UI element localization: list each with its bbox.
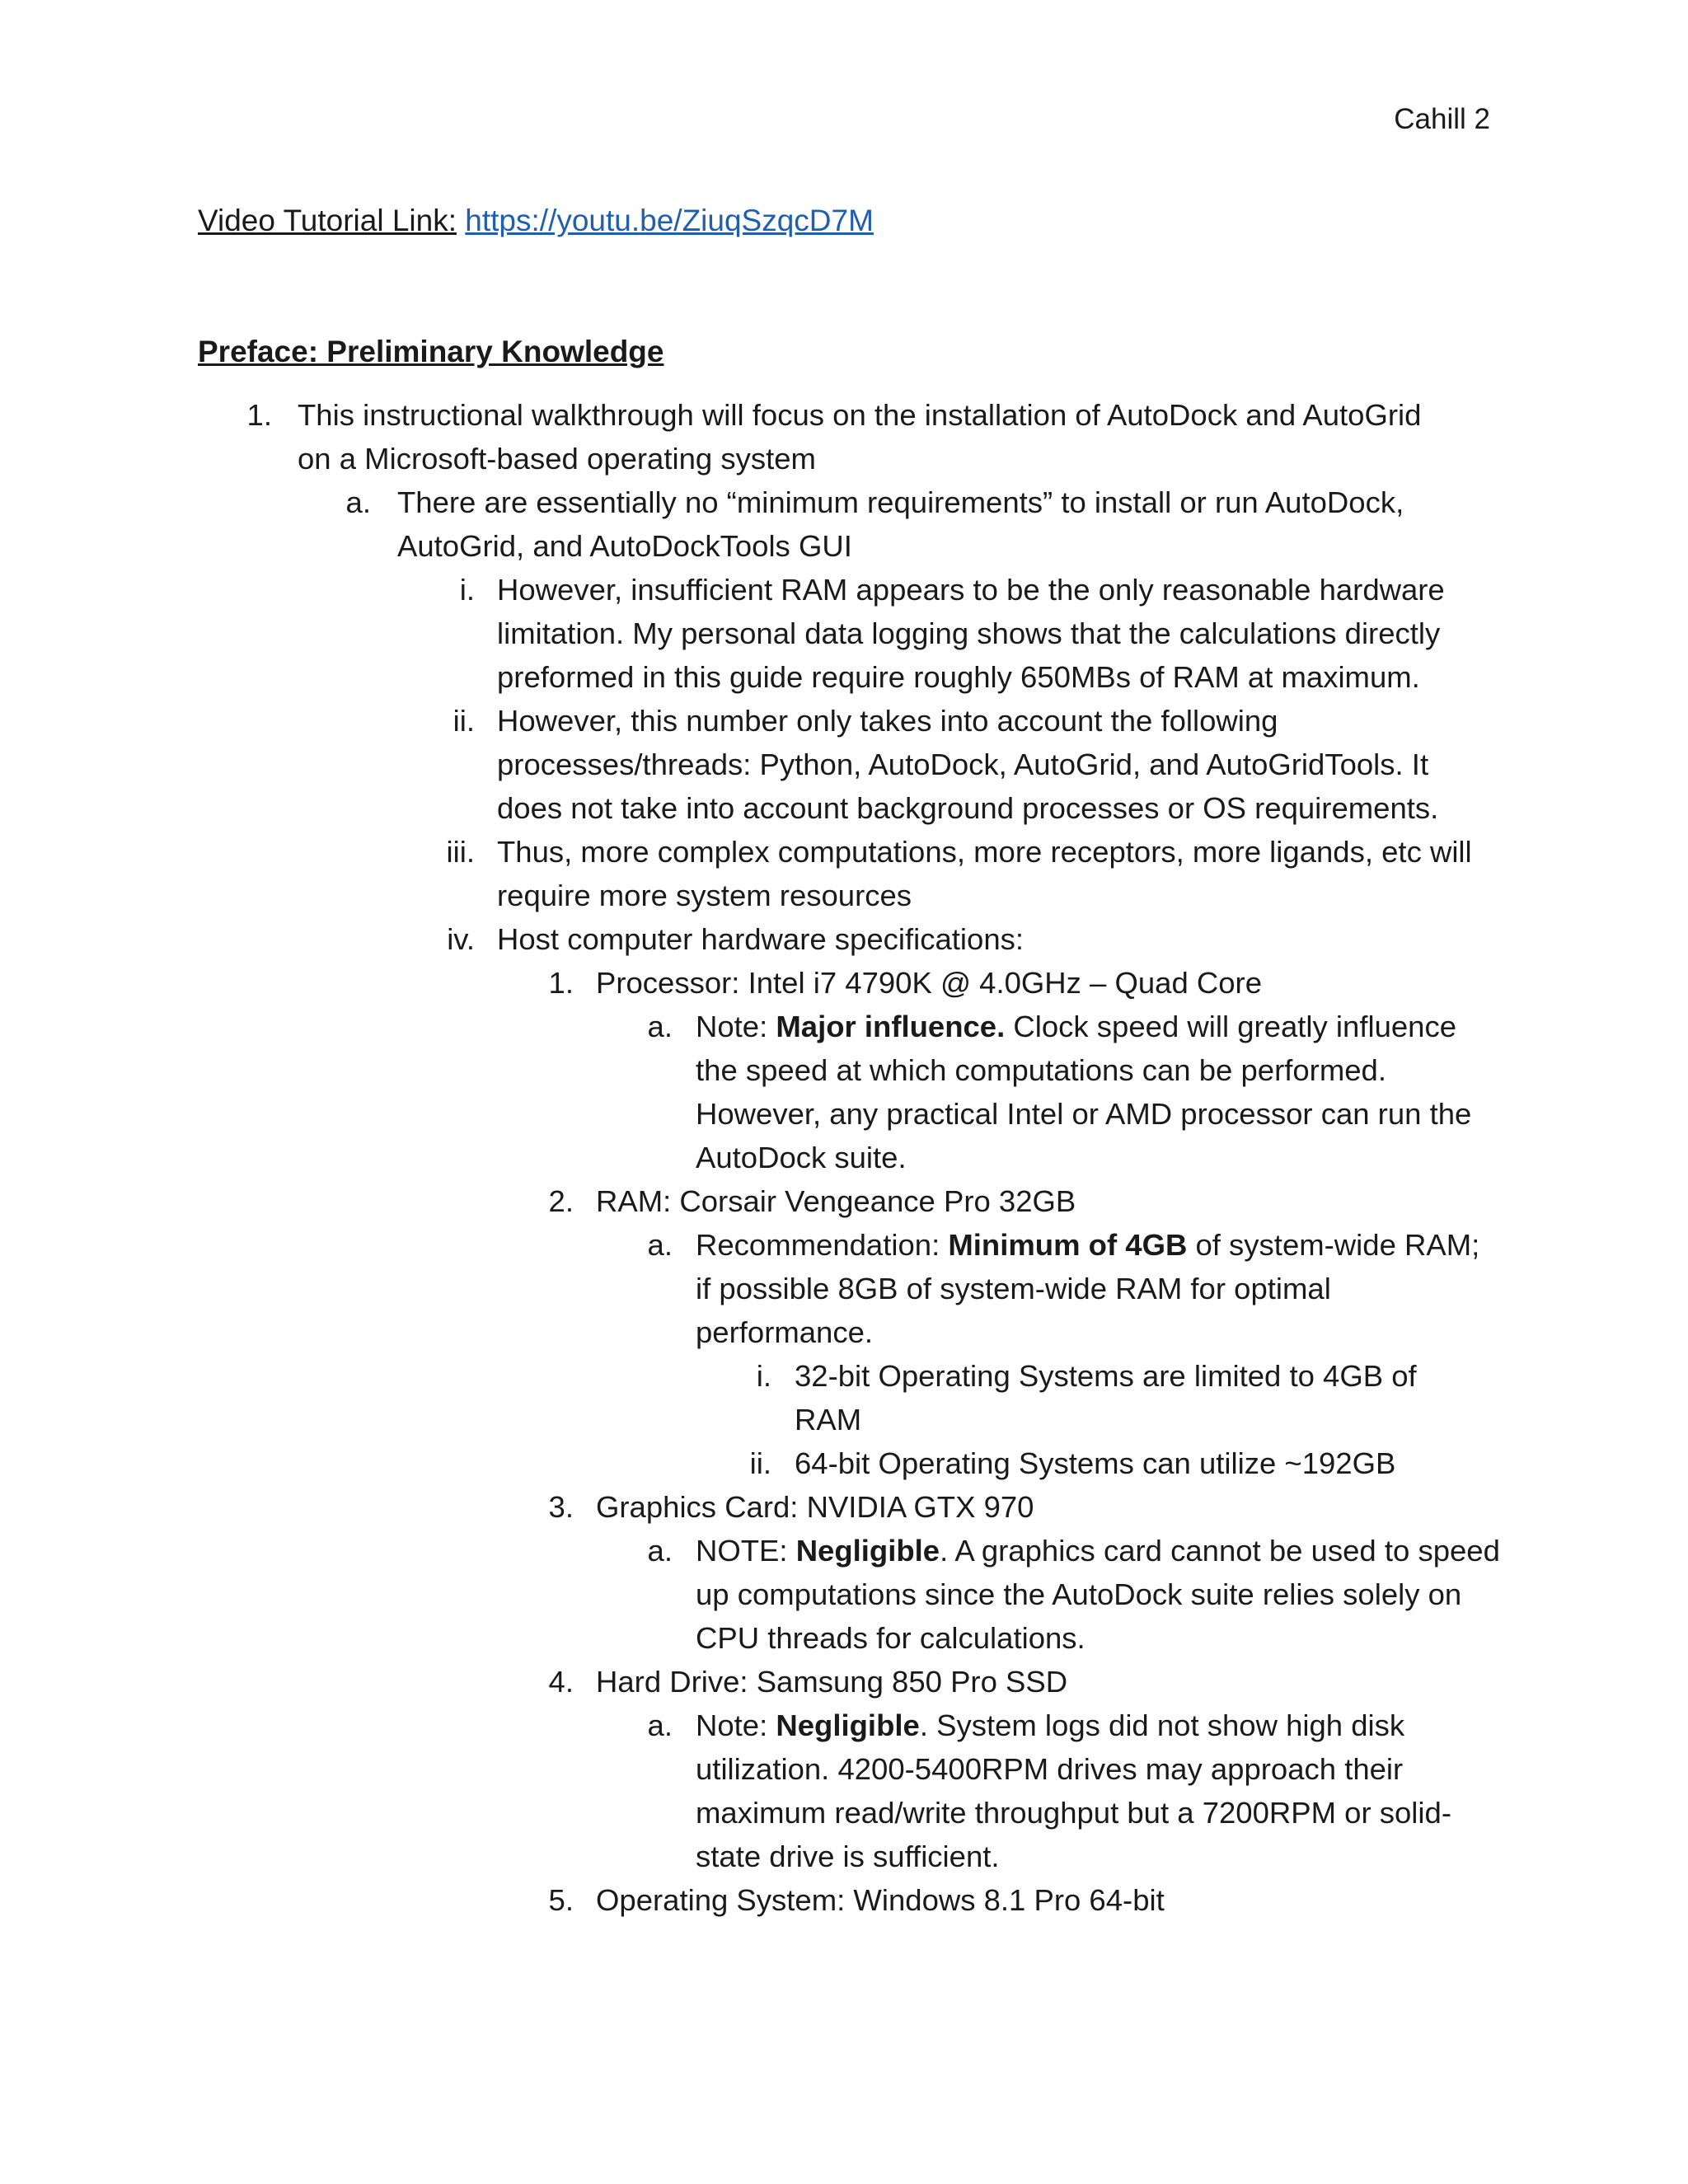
note-emphasis: Major influence. [776,1010,1006,1043]
list-item-text: on a Microsoft-based operating system [298,442,816,476]
graphics-note-line: CPU threads for calculations. [696,1621,1085,1655]
harddrive-note [696,1705,1404,1746]
graphics-note-line: up computations since the AutoDock suite relies solely on [696,1577,1462,1611]
list-marker: 5. [548,1883,574,1917]
list-marker: 1. [548,966,574,1000]
recommendation-emphasis: Minimum of 4GB [948,1228,1188,1262]
preface-heading: Preface: Preliminary Knowledge [198,335,664,368]
list-marker: 3. [548,1490,574,1524]
harddrive-spec: Hard Drive: Samsung 850 Pro SSD [596,1665,1068,1699]
list-item-text: does not take into account background processes or OS requirements. [497,791,1439,825]
ram-recommendation-line: if possible 8GB of system-wide RAM for optimal [696,1272,1331,1305]
processor-note-line: AutoDock suite. [696,1141,907,1174]
list-marker: ii. [452,704,475,738]
video-tutorial-line [198,200,874,241]
graphics-spec: Graphics Card: NVIDIA GTX 970 [596,1490,1034,1524]
ram-spec: RAM: Corsair Vengeance Pro 32GB [596,1184,1076,1218]
note-rest: Clock speed will greatly influence [1005,1010,1457,1043]
list-marker: a. [345,485,371,519]
note-rest: . System logs did not show high disk [919,1708,1405,1742]
page-header-label: Cahill 2 [1394,103,1490,135]
list-marker: 2. [548,1184,574,1218]
list-item-text: processes/threads: Python, AutoDock, AutoGrid, and AutoGridTools. It [497,748,1429,781]
list-item-text: AutoGrid, and AutoDockTools GUI [397,529,852,563]
video-tutorial-link[interactable]: https://youtu.be/ZiuqSzqcD7M [465,204,874,237]
note-prefix: Note: [696,1708,776,1742]
ram-sub-item: 64-bit Operating Systems can utilize ~192GB [795,1446,1396,1480]
harddrive-note-line: maximum read/write throughput but a 7200RPM or solid- [696,1796,1451,1830]
list-marker: 4. [548,1665,574,1699]
list-item-text: Thus, more complex computations, more receptors, more ligands, etc will [497,835,1472,869]
note-rest: . A graphics card cannot be used to speed [940,1534,1500,1568]
ram-recommendation [696,1225,1479,1266]
list-marker: ii. [749,1446,771,1480]
harddrive-note-line: utilization. 4200-5400RPM drives may approach their [696,1752,1404,1786]
ram-sub-item: RAM [795,1403,862,1436]
list-marker: 1. [246,398,272,432]
processor-note [696,1006,1456,1047]
recommendation-prefix: Recommendation: [696,1228,949,1262]
list-item-text: limitation. My personal data logging shows that the calculations directly [497,616,1441,650]
list-marker: a. [647,1534,673,1568]
list-item-text: However, insufficient RAM appears to be the only reasonable hardware [497,573,1445,607]
list-marker: a. [647,1010,673,1043]
ram-recommendation-line: performance. [696,1315,874,1349]
processor-note-line: the speed at which computations can be performed. [696,1053,1386,1087]
note-emphasis: Negligible [776,1708,920,1742]
list-marker: iv. [447,922,475,956]
list-item-text: This instructional walkthrough will focus on the installation of AutoDock and AutoGrid [298,398,1422,432]
processor-spec: Processor: Intel i7 4790K @ 4.0GHz – Quad Core [596,966,1263,1000]
list-marker: a. [647,1228,673,1262]
list-item-text: Host computer hardware specifications: [497,922,1025,956]
list-marker: a. [647,1708,673,1742]
note-prefix: Note: [696,1010,776,1043]
graphics-note [696,1530,1500,1572]
list-item-text: However, this number only takes into account the following [497,704,1278,738]
list-marker: i. [459,573,475,607]
processor-note-line: However, any practical Intel or AMD processor can run the [696,1097,1472,1131]
note-emphasis: Negligible [795,1534,940,1568]
ram-sub-item: 32-bit Operating Systems are limited to 4GB of [795,1359,1417,1393]
list-item-text: There are essentially no “minimum requirements” to install or run AutoDock, [397,485,1404,519]
list-marker: i. [756,1359,771,1393]
harddrive-note-line: state drive is sufficient. [696,1840,1000,1873]
list-item-text: require more system resources [497,879,912,912]
video-tutorial-label: Video Tutorial Link: [198,204,457,237]
list-marker: iii. [446,835,475,869]
recommendation-rest: of system-wide RAM; [1187,1228,1480,1262]
list-item-text: preformed in this guide require roughly 650MBs of RAM at maximum. [497,660,1420,694]
os-spec: Operating System: Windows 8.1 Pro 64-bit [596,1883,1165,1917]
note-prefix: NOTE: [696,1534,796,1568]
